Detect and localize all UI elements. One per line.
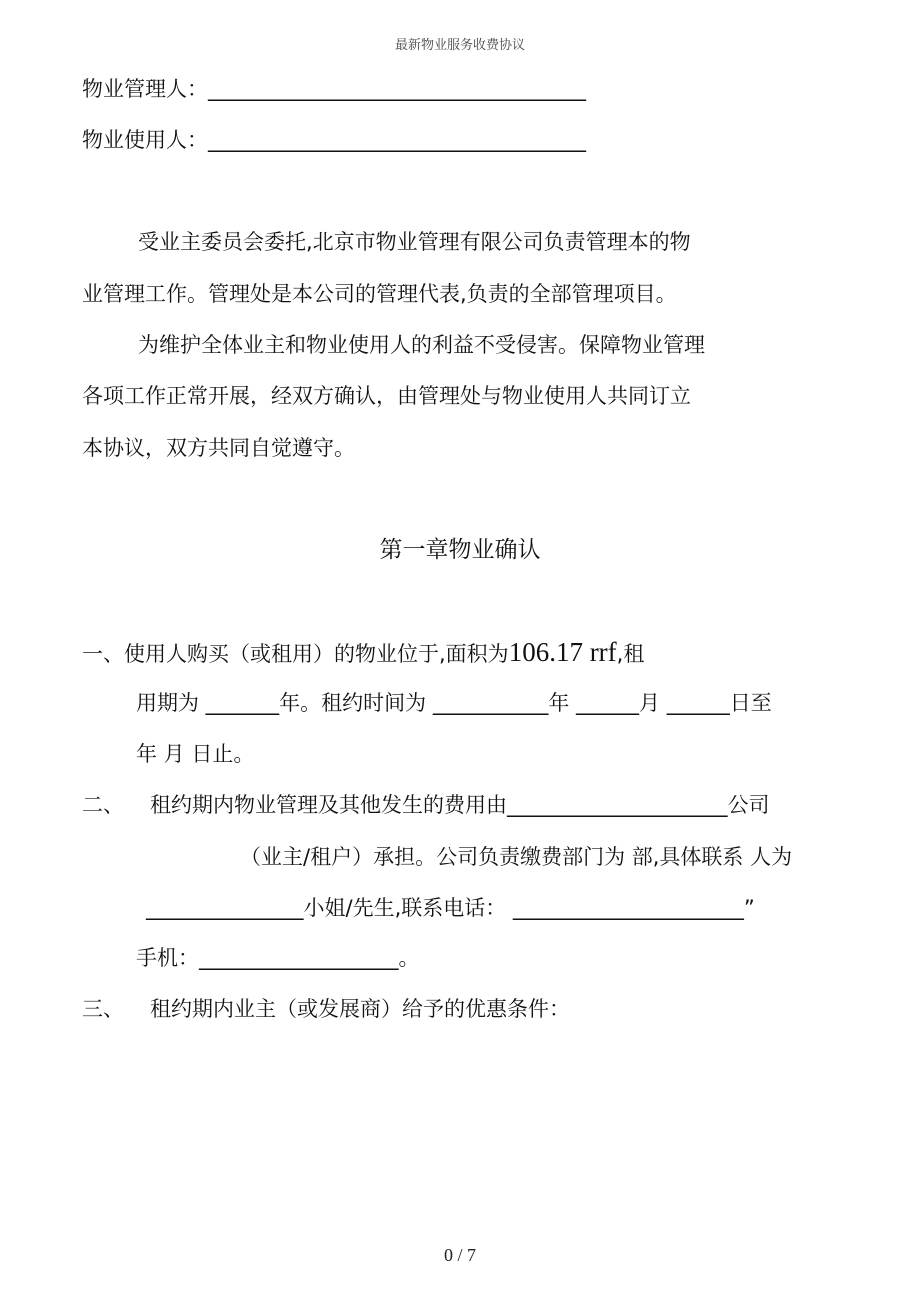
item2-line1: [82, 790, 770, 820]
item1-line1: [82, 637, 644, 669]
user-label: 物业使用人：: [82, 128, 208, 152]
page-number: 0 / 7: [443, 1245, 476, 1265]
intro-p1-line2: 业管理工作。管理处是本公司的管理代表,负责的全部管理项目。: [82, 282, 677, 306]
running-header: 最新物业服务收费协议: [394, 38, 525, 53]
intro-p2-line2: 各项工作正常开展，经双方确认，由管理处与物业使用人共同订立: [82, 384, 691, 408]
item1-area: 106.17 rrf: [508, 637, 617, 667]
item1-line3: 年 月 日止。: [136, 742, 255, 766]
item2-line2: （业主/租户）承担。公司负责缴费部门为 部,具体联系 人为: [240, 845, 793, 869]
item2-line4: 手机：___________________。: [136, 946, 420, 970]
item3-line1: [82, 994, 570, 1024]
item2-text1: 租约期内物业管理及其他发生的费用由_____________________公司: [150, 793, 770, 817]
intro-p1-line1: 受业主委员会委托,北京市物业管理有限公司负责管理本的物: [138, 230, 691, 254]
manager-line: [82, 74, 586, 104]
intro-p2-line3: 本协议，双方共同自觉遵守。: [82, 436, 355, 460]
item1-suffix: ,租: [616, 642, 645, 666]
item2-line3: _______________小姐/先生,联系电话： ______________________”: [146, 896, 755, 920]
manager-blank: ____________________________________: [208, 77, 586, 101]
item1-line2: 用期为 _______年。租约时间为 ___________年 ______月 ______日至: [136, 691, 772, 715]
item3-marker: 三、: [82, 997, 124, 1021]
item2-marker: 二、: [82, 793, 124, 817]
user-blank: ____________________________________: [208, 128, 586, 152]
item1-prefix: 一、使用人购买（或租用）的物业位于,面积为: [82, 642, 509, 666]
manager-label: 物业管理人：: [82, 77, 208, 101]
chapter-title: 第一章物业确认: [379, 537, 541, 563]
item3-text1: 租约期内业主（或发展商）给予的优惠条件：: [150, 997, 570, 1021]
intro-p2-line1: 为维护全体业主和物业使用人的利益不受侵害。保障物业管理: [138, 333, 705, 357]
user-line: [82, 125, 586, 155]
